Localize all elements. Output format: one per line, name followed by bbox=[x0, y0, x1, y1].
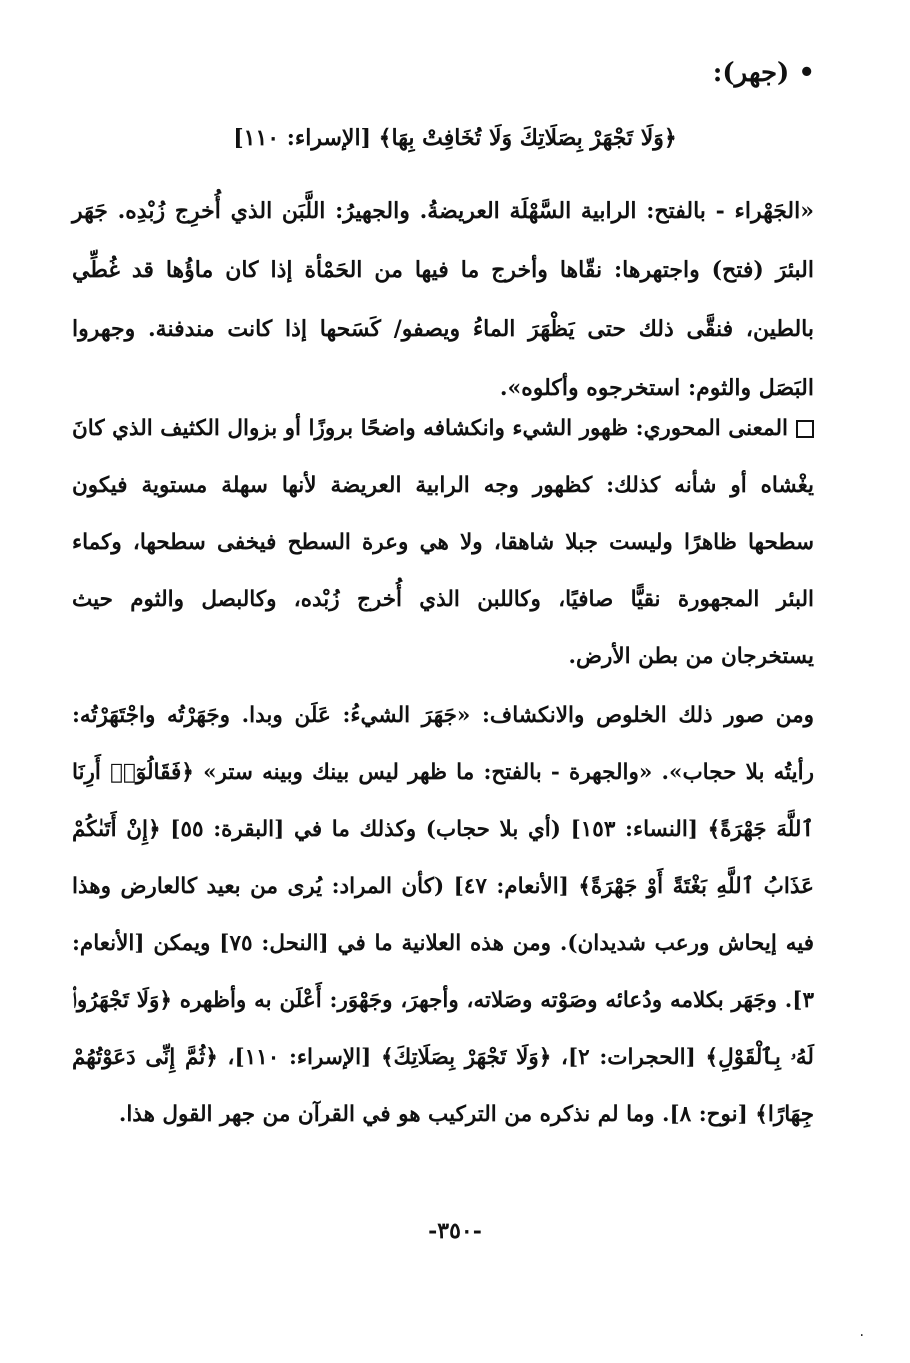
corner-mark: ٠ bbox=[858, 1327, 866, 1343]
quran-verse: ﴿وَلَا تَجْهَرْ بِصَلَاتِكَ وَلَا تُخَافِتْ بِهَا﴾ [الإسراء: ١١٠] bbox=[233, 125, 677, 151]
entry-heading: • (جهر): bbox=[712, 58, 815, 88]
square-bullet-icon bbox=[796, 420, 814, 438]
usage-paragraph: ومن صور ذلك الخلوص والانكشاف: «جَهَرَ الشيءُ: عَلَن وبدا. وجَهَرْتُه واجْتَهَرْتُه: رأيتُه بلا حجاب». «والجهرة - بالفتح: ما ظهر ليس بينك وبينه ستر» ﴿فَقَالُوٓا۟ أَرِنَا ٱللَّهَ جَهْرَةً﴾ [النساء: ١٥٣] (أي بلا حجاب) وكذلك ما في [البقرة: ٥٥] ﴿إِنْ أَتَىٰكُمْ عَذَابُ ٱللَّهِ بَغْتَةً أَوْ جَهْرَةً﴾ [الأنعام: ٤٧] (كأن المراد: يُرى من بعيد كالعارض وهذا فيه إيحاش ورعب شديدان). ومن هذه العلانية ما في [النحل: ٧٥] ويمكن [الأنعام: ٣]. وجَهَر بكلامه ودُعائه وصَوْته وصَلاته، وأجهرَ، وجَهْوَر: أَعْلَن به وأظهره ﴿وَلَا تَجْهَرُوا۟ لَهُۥ بِٱلْقَوْلِ﴾ [الحجرات: ٢]، ﴿وَلَا تَجْهَرْ بِصَلَاتِكَ﴾ [الإسراء: ١١٠]، ﴿ثُمَّ إِنِّى دَعَوْتُهُمْ جِهَارًا﴾ [نوح: ٨]. وما لم نذكره من التركيب هو في القرآن من جهر القول هذا. bbox=[72, 703, 815, 1127]
core-meaning-paragraph bbox=[72, 400, 814, 685]
page-number: -٣٥٠- bbox=[428, 1218, 482, 1244]
core-meaning-text: المعنى المحوري: ظهور الشيء وانكشافه واضحًا بروزًا أو بزوال الكثيف الذي كانَ يغْشاه أو شأنه كذلك: كظهور وجه الرابية العريضة لأنها سهلة مستوية فيكون سطحها ظاهرًا وليست جبلا شاهقا، ولا هي وعرة السطح فيخفى سطحها، وكماء البئر المجهورة نقيًّا صافيًا، وكاللبن الذي أُخرج زُبْده، وكالبصل والثوم حيث يستخرجان من بطن الأرض. bbox=[72, 416, 814, 669]
lexical-definition: «الجَهْراء - بالفتح: الرابية السَّهْلَة العريضةُ. والجهيرُ: اللَّبَن الذي أُخرِج زُبْدِه. جَهَر البئرَ (فتح) واجتهرها: نقّاها وأخرج ما فيها من الحَمْأة إذا كان ماؤُها قد غُطِّي بالطين، فنقَّى ذلك حتى يَظْهَرَ الماءُ ويصفو/ كَسَحها إذا كانت مندفنة. وجهروا البَصَل والثوم: استخرجوه وأكلوه». bbox=[72, 198, 814, 401]
